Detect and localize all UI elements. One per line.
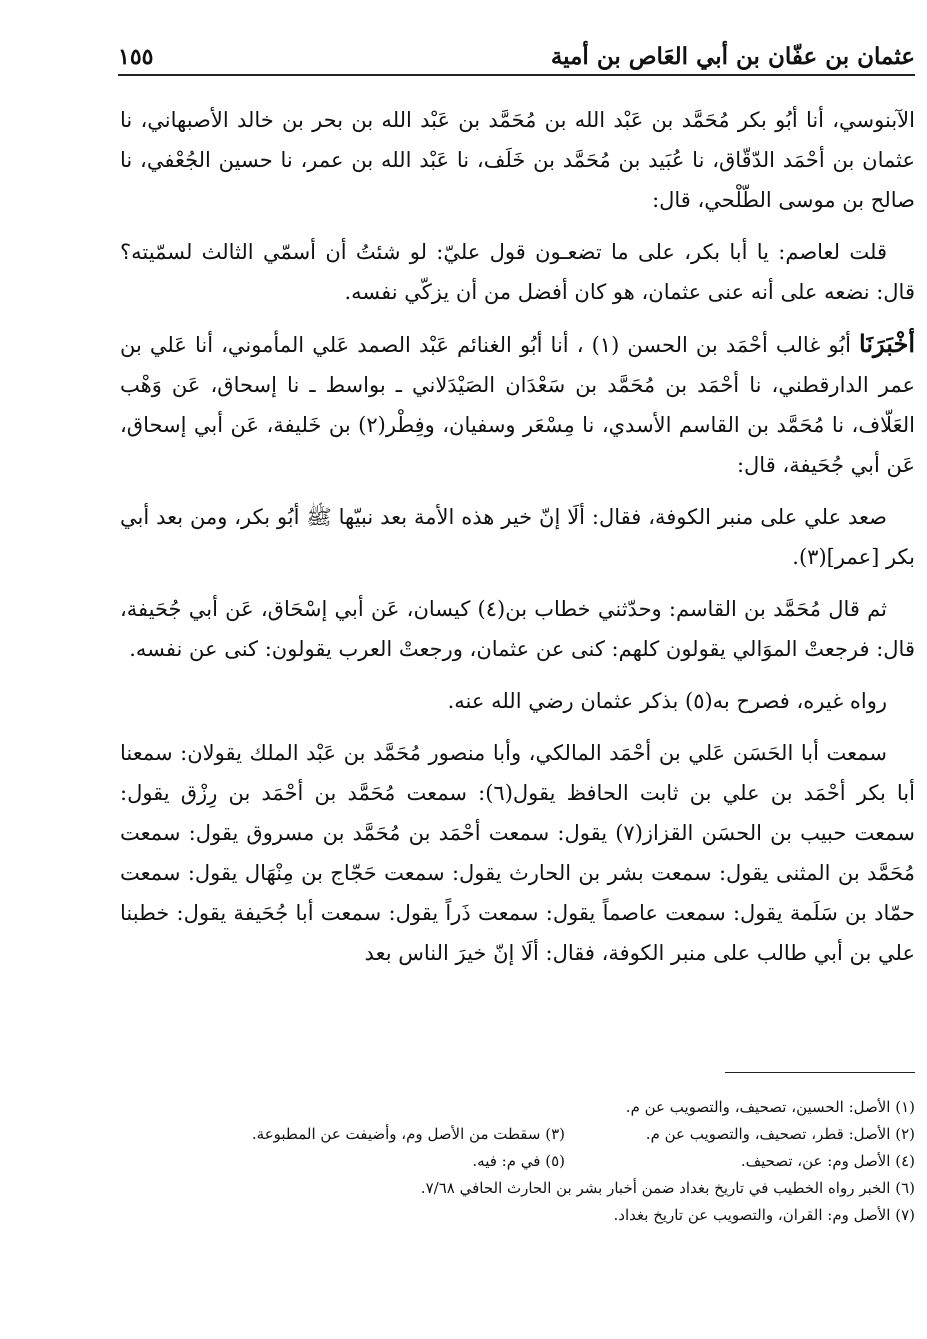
- footnote-6: (٦) الخبر رواه الخطيب في تاريخ بغداد ضمن أخبار بشر بن الحارث الحافي ٧/٦٨.: [420, 1179, 915, 1197]
- footnotes: [120, 1094, 915, 1229]
- page-number: ١٥٥: [118, 44, 154, 70]
- paragraph-1: الآبنوسي، أنا أبُو بكر مُحَمَّد بن عَبْد الله بن مُحَمَّد بن عَبْد الله بن بحر بن خالد الأصبهاني، نا عثمان بن أحْمَد الدّقّاق، نا عُبَيد بن مُحَمَّد بن خَلَف، نا عَبْد الله بن عمر، نا حسين الجُعْفي، نا صالح بن موسى الطّلْحي، قال:: [120, 108, 915, 212]
- paragraph-5: ثم قال مُحَمَّد بن القاسم: وحدّثني خطاب بن(٤) كيسان، عَن أبي إسْحَاق، عَن أبي جُحَيفة، قال: فرجعتْ الموَالي يقولون كلهم: كنى عن عثمان، ورجعتْ العرب يقولون: كنى عن نفسه.: [120, 597, 915, 661]
- footnote-3: (٣) سقطت من الأصل وم، وأضيفت عن المطبوعة.: [251, 1125, 565, 1143]
- footnote-2: (٢) الأصل: قطر، تصحيف، والتصويب عن م.: [645, 1125, 915, 1143]
- main-text: [120, 100, 915, 985]
- footnote-5: (٥) في م: فيه.: [472, 1152, 565, 1170]
- lead-word: أخْبَرَنَا: [859, 329, 915, 358]
- footnote-1: (١) الأصل: الحسين، تصحيف، والتصويب عن م.: [625, 1098, 915, 1116]
- paragraph-2: قلت لعاصم: يا أبا بكر، على ما تضعـون قول عليّ: لو شئتُ أن أسمّي الثالث لسمّيته؟ قال: نضعه على أنه عنى عثمان، هو كان أفضل من أن يزكّي نفسه.: [120, 240, 915, 304]
- paragraph-3-text: أبُو غالب أحْمَد بن الحسن (١) ، أنا أبُو الغنائم عَبْد الصمد عَلي المأموني، أنا عَلي بن عمر الدارقطني، نا أحْمَد بن مُحَمَّد بن سَعْدَان الصَيْدَلاني ـ بواسط ـ نا إسحاق، عَن وَهْب العَلّاف، نا مُحَمَّد بن القاسم الأسدي، نا مِسْعَر وسفيان، وفِطْر(٢) بن خَليفة، عَن أبي إسحاق، عَن أبي جُحَيفة، قال:: [120, 333, 916, 477]
- running-title: عثمان بن عفّان بن أبي العَاص بن أمية: [550, 43, 915, 70]
- paragraph-6: رواه غيره، فصرح به(٥) بذكر عثمان رضي الله عنه.: [447, 689, 887, 713]
- page-header: [118, 30, 915, 76]
- footnote-separator: [725, 1072, 915, 1073]
- paragraph-3: [120, 324, 915, 485]
- footnote-7: (٧) الأصل وم: القران، والتصويب عن تاريخ بغداد.: [613, 1206, 915, 1224]
- footnote-4: (٤) الأصل وم: عن، تصحيف.: [740, 1152, 915, 1170]
- paragraph-4: صعد علي على منبر الكوفة، فقال: ألَا إنّ خير هذه الأمة بعد نبيّها ﷺ أبُو بكر، ومن بعد أبي بكر [عمر](٣).: [120, 505, 915, 569]
- paragraph-7: سمعت أبا الحَسَن عَلي بن أحْمَد المالكي، وأبا منصور مُحَمَّد بن عَبْد الملك يقولان: سمعنا أبا بكر أحْمَد بن علي بن ثابت الحافظ يقول(٦): سمعت مُحَمَّد بن أحْمَد بن رِزْق يقول: سمعت حبيب بن الحسَن القزاز(٧) يقول: سمعت أحْمَد بن مُحَمَّد بن مسروق يقول: سمعت مُحَمَّد بن المثنى يقول: سمعت بشر بن الحارث يقول: سمعت حَجّاج بن مِنْهَال يقول: سمعت حمّاد بن سَلَمة يقول: سمعت عاصماً يقول: سمعت ذَراً يقول: سمعت أبا جُحَيفة يقول: خطبنا علي بن أبي طالب على منبر الكوفة، فقال: ألَا إنّ خيرَ الناس بعد: [120, 741, 915, 965]
